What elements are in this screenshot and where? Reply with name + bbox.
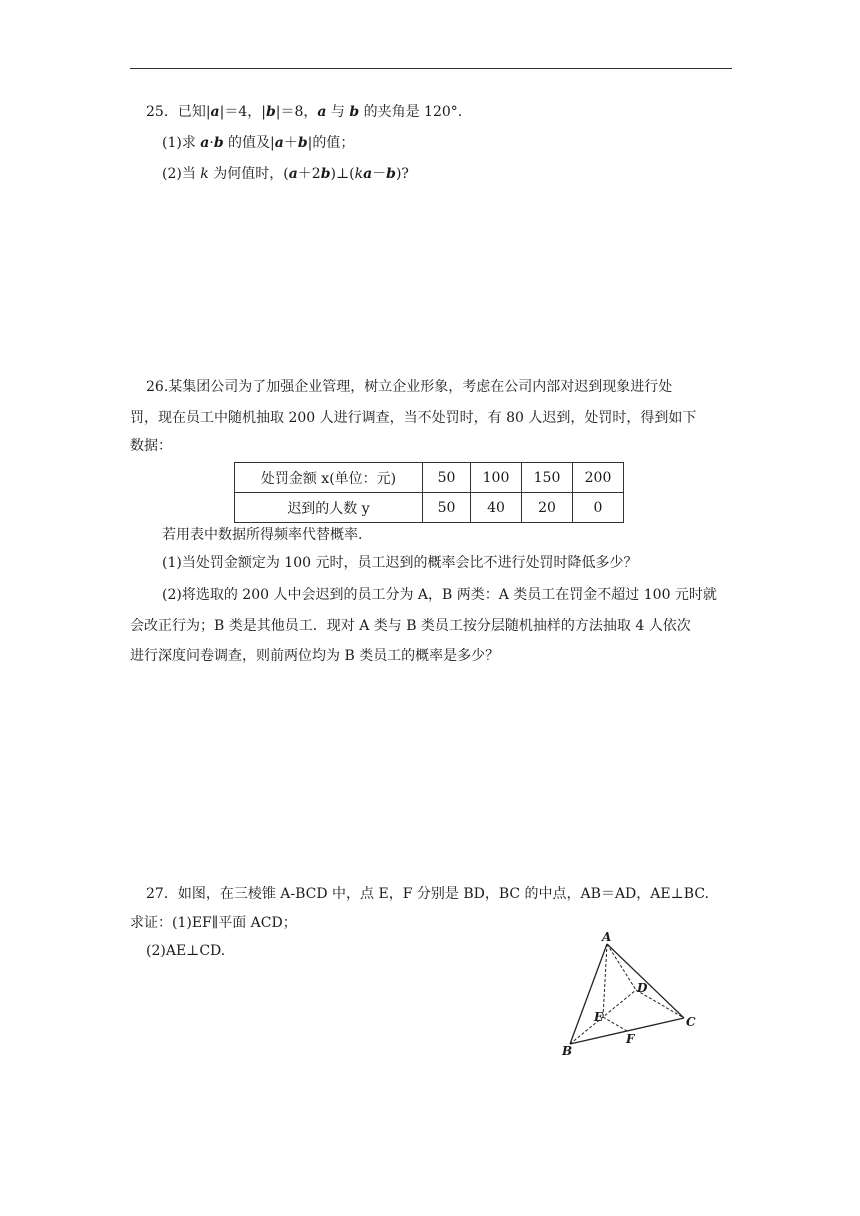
label-a: A — [602, 930, 612, 944]
q27-part2: (2)AE⊥CD. — [146, 943, 226, 959]
q25-text: 的夹角是 120°. — [359, 104, 463, 120]
table-cell: 150 — [522, 463, 573, 493]
vector-a: a — [317, 104, 327, 120]
table-cell: 200 — [573, 463, 624, 493]
vector-b: b — [297, 135, 308, 151]
vector-a: a — [363, 166, 373, 182]
q25-part2-text: (2)当 — [162, 166, 201, 182]
q26-stem-line2: 罚，现在员工中随机抽取 200 人进行调查，当不处罚时，有 80 人迟到，处罚时，得到如下 — [130, 410, 697, 426]
q25-text: |＝4，| — [219, 104, 266, 120]
vector-b: b — [213, 135, 224, 151]
table-row — [235, 463, 624, 493]
q25-part1-text: 的值及| — [223, 135, 275, 151]
q25-text: 与 — [326, 104, 350, 120]
vector-b: b — [320, 166, 331, 182]
q25-part2-text: )⊥( — [330, 166, 355, 182]
label-b: B — [562, 1044, 573, 1058]
variable-k: k — [354, 166, 364, 182]
q25-part1-text: (1)求 — [162, 135, 201, 151]
table-cell: 20 — [522, 493, 573, 523]
q25-part2 — [162, 164, 409, 184]
q26-stem-line1: 26.某集团公司为了加强企业管理，树立企业形象，考虑在公司内部对迟到现象进行处 — [146, 379, 673, 395]
penalty-table — [234, 462, 624, 523]
table-cell: 40 — [471, 493, 522, 523]
q27-stem: 27．如图，在三棱锥 A-BCD 中，点 E，F 分别是 BD，BC 的中点，AB＝AD，AE⊥BC. — [146, 886, 709, 902]
q26-stem-line3: 数据： — [130, 438, 172, 454]
q25-part2-text: 为何值时，( — [208, 166, 289, 182]
q27-part1: 求证：(1)EF∥平面 ACD； — [130, 915, 297, 931]
q26-part2-line3: 进行深度问卷调查，则前两位均为 B 类员工的概率是多少？ — [130, 648, 500, 664]
vector-b: b — [386, 166, 396, 182]
vector-b: b — [349, 104, 360, 120]
table-cell: 100 — [471, 463, 522, 493]
q25-part2-text: － — [372, 166, 387, 182]
label-c: C — [686, 1015, 696, 1029]
table-cell: 50 — [423, 493, 471, 523]
table-cell: 0 — [573, 493, 624, 523]
label-e: E — [594, 1010, 604, 1024]
tetrahedron-figure — [552, 926, 712, 1066]
q25-part1-text: ＋ — [283, 135, 298, 151]
table-header-amount: 处罚金额 x(单位：元) — [235, 463, 423, 493]
q26-part2-line1: (2)将选取的 200 人中会迟到的员工分为 A，B 两类：A 类员工在罚金不超过 100 元时就 — [162, 587, 717, 603]
q25-stem — [146, 102, 462, 122]
label-d: D — [637, 981, 648, 995]
table-cell: 50 — [423, 463, 471, 493]
label-f: F — [626, 1032, 635, 1046]
vector-a: a — [210, 104, 220, 120]
q25-part2-text: )? — [395, 166, 409, 182]
header-rule — [130, 68, 732, 69]
vector-b: b — [265, 104, 276, 120]
q26-part1: (1)当处罚金额定为 100 元时，员工迟到的概率会比不进行处罚时降低多少？ — [162, 555, 638, 571]
vector-a: a — [274, 135, 284, 151]
vector-a: a — [288, 166, 298, 182]
q25-part1-text: |的值； — [307, 135, 355, 151]
q25-part2-text: ＋2 — [297, 166, 321, 182]
q25-part1 — [162, 133, 354, 153]
table-header-late: 迟到的人数 y — [235, 493, 423, 523]
q26-part2-line2: 会改正行为；B 类是其他员工．现对 A 类与 B 类员工按分层随机抽样的方法抽取 4 人依次 — [130, 618, 691, 634]
variable-k: k — [200, 166, 209, 182]
q26-note: 若用表中数据所得频率代替概率. — [162, 527, 363, 543]
q25-text: |＝8， — [275, 104, 318, 120]
vector-a: a — [200, 135, 210, 151]
table-row — [235, 493, 624, 523]
segment-ef — [603, 1017, 627, 1031]
edge-ab — [570, 944, 607, 1044]
q25-text: 25．已知| — [146, 104, 211, 120]
q25-part1-text: · — [209, 135, 214, 151]
